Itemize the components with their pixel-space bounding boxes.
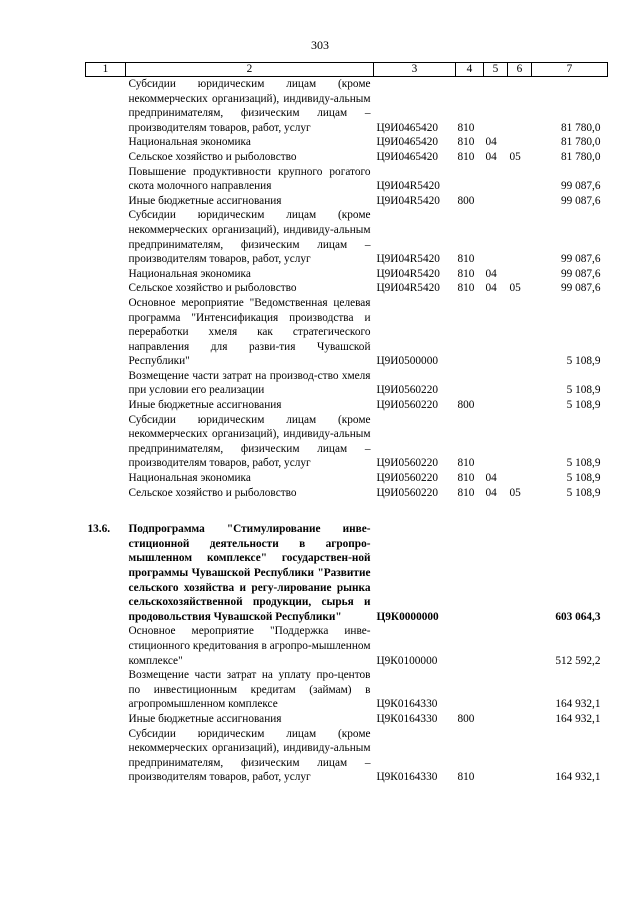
table-row [86,77,608,136]
row-section: 04 [485,486,497,499]
row-number [86,281,126,296]
row-amount: 99 087,6 [560,180,601,193]
row-number [86,727,126,785]
row-amount: 81 780,0 [560,121,601,134]
row-section [484,668,508,712]
table-row [86,486,608,501]
row-subsection: 05 [509,282,521,295]
row-amount: 5 108,9 [566,399,601,412]
row-number [86,135,126,150]
row-description: Основное мероприятие "Поддержка инве-стиционного кредитования в агропро-мышленном комплексе" [128,625,371,667]
table-row [86,281,608,296]
row-description: Сельское хозяйство и рыболовство [128,486,297,499]
row-amount: 81 780,0 [560,150,601,163]
spacer-cell [456,500,484,522]
row-description: Возмещение части затрат на производ-ство хмеля при условии его реализации [128,369,371,397]
row-expense-type [456,668,484,712]
row-section: 04 [485,472,497,485]
row-section [484,194,508,209]
table-row [86,135,608,150]
row-subsection [508,522,532,624]
row-expense-type: 810 [457,253,475,266]
row-expense-type: 800 [457,399,475,412]
header-col-2: 2 [126,63,374,77]
row-expense-type: 810 [457,472,475,485]
header-col-5: 5 [484,63,508,77]
row-description: Подпрограмма "Стимулирование инве-стиционной деятельности в агропро-мышленном комплексе" государствен-ной программы Чувашской Республики "Развитие сельского хозяйства и регу-лирование рынка сельскохозяйственной продукции, сырья и продовольствия Чувашской Республики" [128,523,371,623]
row-amount: 81 780,0 [560,136,601,149]
spacer-row [86,500,608,522]
table-row [86,165,608,194]
row-expense-type: 810 [457,150,475,163]
spacer-cell [126,500,374,522]
spacer-cell [86,500,126,522]
row-expense-type: 800 [457,712,475,725]
spacer-cell [484,500,508,522]
row-description: Иные бюджетные ассигнования [128,712,282,725]
row-section [484,208,508,266]
row-number [86,267,126,282]
row-description: Национальная экономика [128,136,251,149]
row-expense-type: 810 [457,121,475,134]
header-col-6: 6 [508,63,532,77]
row-code: Ц9И04R5420 [376,267,440,280]
row-subsection [508,668,532,712]
row-subsection [508,624,532,668]
row-expense-type [456,369,484,398]
row-subsection [508,413,532,471]
row-code: Ц9И0560220 [376,399,439,412]
row-description: Сельское хозяйство и рыболовство [128,282,297,295]
header-col-4: 4 [456,63,484,77]
row-code: Ц9К0000000 [376,610,439,623]
budget-table [85,62,608,785]
row-number [86,486,126,501]
row-section: 04 [485,136,497,149]
page-number: 303 [311,38,329,52]
row-number [86,413,126,471]
row-number [86,77,126,136]
row-code: Ц9К0164330 [376,712,438,725]
row-section [484,522,508,624]
row-subsection: 05 [509,486,521,499]
row-subsection [508,727,532,785]
row-subsection [508,267,532,282]
row-code: Ц9К0100000 [376,654,438,667]
row-number [86,712,126,727]
row-number [86,150,126,165]
row-section: 04 [485,267,497,280]
row-subsection [508,208,532,266]
table-row [86,296,608,369]
row-code: Ц9И0560220 [376,486,439,499]
row-amount: 99 087,6 [560,267,601,280]
row-expense-type [456,296,484,369]
row-expense-type: 810 [457,771,475,784]
table-row [86,413,608,471]
row-subsection [508,194,532,209]
row-expense-type [456,624,484,668]
row-amount: 5 108,9 [566,457,601,470]
table-row [86,668,608,712]
row-subsection [508,369,532,398]
row-amount: 5 108,9 [566,486,601,499]
row-number [86,194,126,209]
row-code: Ц9И04R5420 [376,282,440,295]
row-section [484,165,508,194]
row-code: Ц9И04R5420 [376,180,440,193]
row-amount: 99 087,6 [560,253,601,266]
row-description: Субсидии юридическим лицам (кроме некоммерческих организаций), индивиду-альным предпринимателям, физическим лицам – производителям товаров, работ, услуг [128,78,371,134]
table-row [86,208,608,266]
table-row [86,398,608,413]
row-number [86,668,126,712]
row-code: Ц9К0164330 [376,698,438,711]
table-row [86,712,608,727]
table-row [86,624,608,668]
row-section: 04 [485,150,497,163]
row-amount: 164 932,1 [555,698,601,711]
header-row [86,63,608,77]
row-number [86,296,126,369]
row-number [86,369,126,398]
row-subsection [508,296,532,369]
row-description: Возмещение части затрат на уплату про-центов по инвестиционным кредитам (займам) в агропромышленном комплексе [128,669,371,711]
row-code: Ц9К0164330 [376,771,438,784]
row-code: Ц9И0465420 [376,150,439,163]
header-col-3: 3 [374,63,456,77]
row-expense-type: 810 [457,267,475,280]
row-section [484,712,508,727]
row-amount: 5 108,9 [566,384,601,397]
header-col-7: 7 [532,63,608,77]
table-row [86,267,608,282]
row-number [86,471,126,486]
table-row [86,522,608,624]
table-row [86,471,608,486]
row-section [484,369,508,398]
row-section [484,413,508,471]
row-amount: 164 932,1 [555,712,601,725]
row-expense-type [456,165,484,194]
row-subsection [508,135,532,150]
row-expense-type: 810 [457,136,475,149]
row-subsection: 05 [509,150,521,163]
row-subsection [508,77,532,136]
row-expense-type: 810 [457,457,475,470]
row-section [484,77,508,136]
row-code: Ц9И0560220 [376,384,439,397]
table-body [86,77,608,785]
row-subsection [508,471,532,486]
row-code: Ц9И04R5420 [376,194,440,207]
row-code: Ц9И0465420 [376,121,439,134]
row-amount: 512 592,2 [555,654,601,667]
row-amount: 164 932,1 [555,771,601,784]
row-amount: 99 087,6 [560,194,601,207]
row-expense-type: 800 [457,194,475,207]
row-description: Субсидии юридическим лицам (кроме некоммерческих организаций), индивиду-альным предпринимателям, физическим лицам – производителям товаров, работ, услуг [128,727,371,784]
row-code: Ц9И0560220 [376,457,439,470]
row-code: Ц9И0465420 [376,136,439,149]
header-col-1: 1 [86,63,126,77]
table-row [86,194,608,209]
spacer-cell [532,500,608,522]
row-description: Субсидии юридическим лицам (кроме некоммерческих организаций), индивиду-альным предпринимателям, физическим лицам – производителям товаров, работ, услуг [128,209,371,266]
row-amount: 99 087,6 [560,282,601,295]
row-number [86,398,126,413]
row-expense-type: 810 [457,486,475,499]
table-row [86,369,608,398]
row-expense-type [456,522,484,624]
row-description: Национальная экономика [128,472,251,485]
table-row [86,150,608,165]
row-description: Повышение продуктивности крупного рогатого скота молочного направления [128,165,371,193]
row-section: 04 [485,282,497,295]
row-section [484,398,508,413]
row-amount: 5 108,9 [566,472,601,485]
row-section [484,727,508,785]
row-description: Национальная экономика [128,267,251,280]
row-subsection [508,398,532,413]
row-description: Сельское хозяйство и рыболовство [128,150,297,163]
row-code: Ц9И04R5420 [376,253,440,266]
row-section [484,624,508,668]
spacer-cell [374,500,456,522]
row-expense-type: 810 [457,282,475,295]
row-number: 13.6. [87,523,111,536]
row-number [86,165,126,194]
row-description: Иные бюджетные ассигнования [128,399,282,412]
row-number [86,208,126,266]
spacer-cell [508,500,532,522]
row-code: Ц9И0500000 [376,355,439,368]
row-subsection [508,165,532,194]
table-header [86,63,608,77]
table-row [86,727,608,785]
row-code: Ц9И0560220 [376,472,439,485]
row-number [86,624,126,668]
row-subsection [508,712,532,727]
row-description: Основное мероприятие "Ведомственная целевая программа "Интенсификация производства и переработки хмеля как стратегического направления для разви-тия Чувашской Республики" [128,296,371,368]
row-description: Субсидии юридическим лицам (кроме некоммерческих организаций), индивиду-альным предпринимателям, физическим лицам – производителям товаров, работ, услуг [128,413,371,470]
row-section [484,296,508,369]
row-amount: 603 064,3 [555,610,601,623]
row-description: Иные бюджетные ассигнования [128,194,282,207]
row-amount: 5 108,9 [566,355,601,368]
